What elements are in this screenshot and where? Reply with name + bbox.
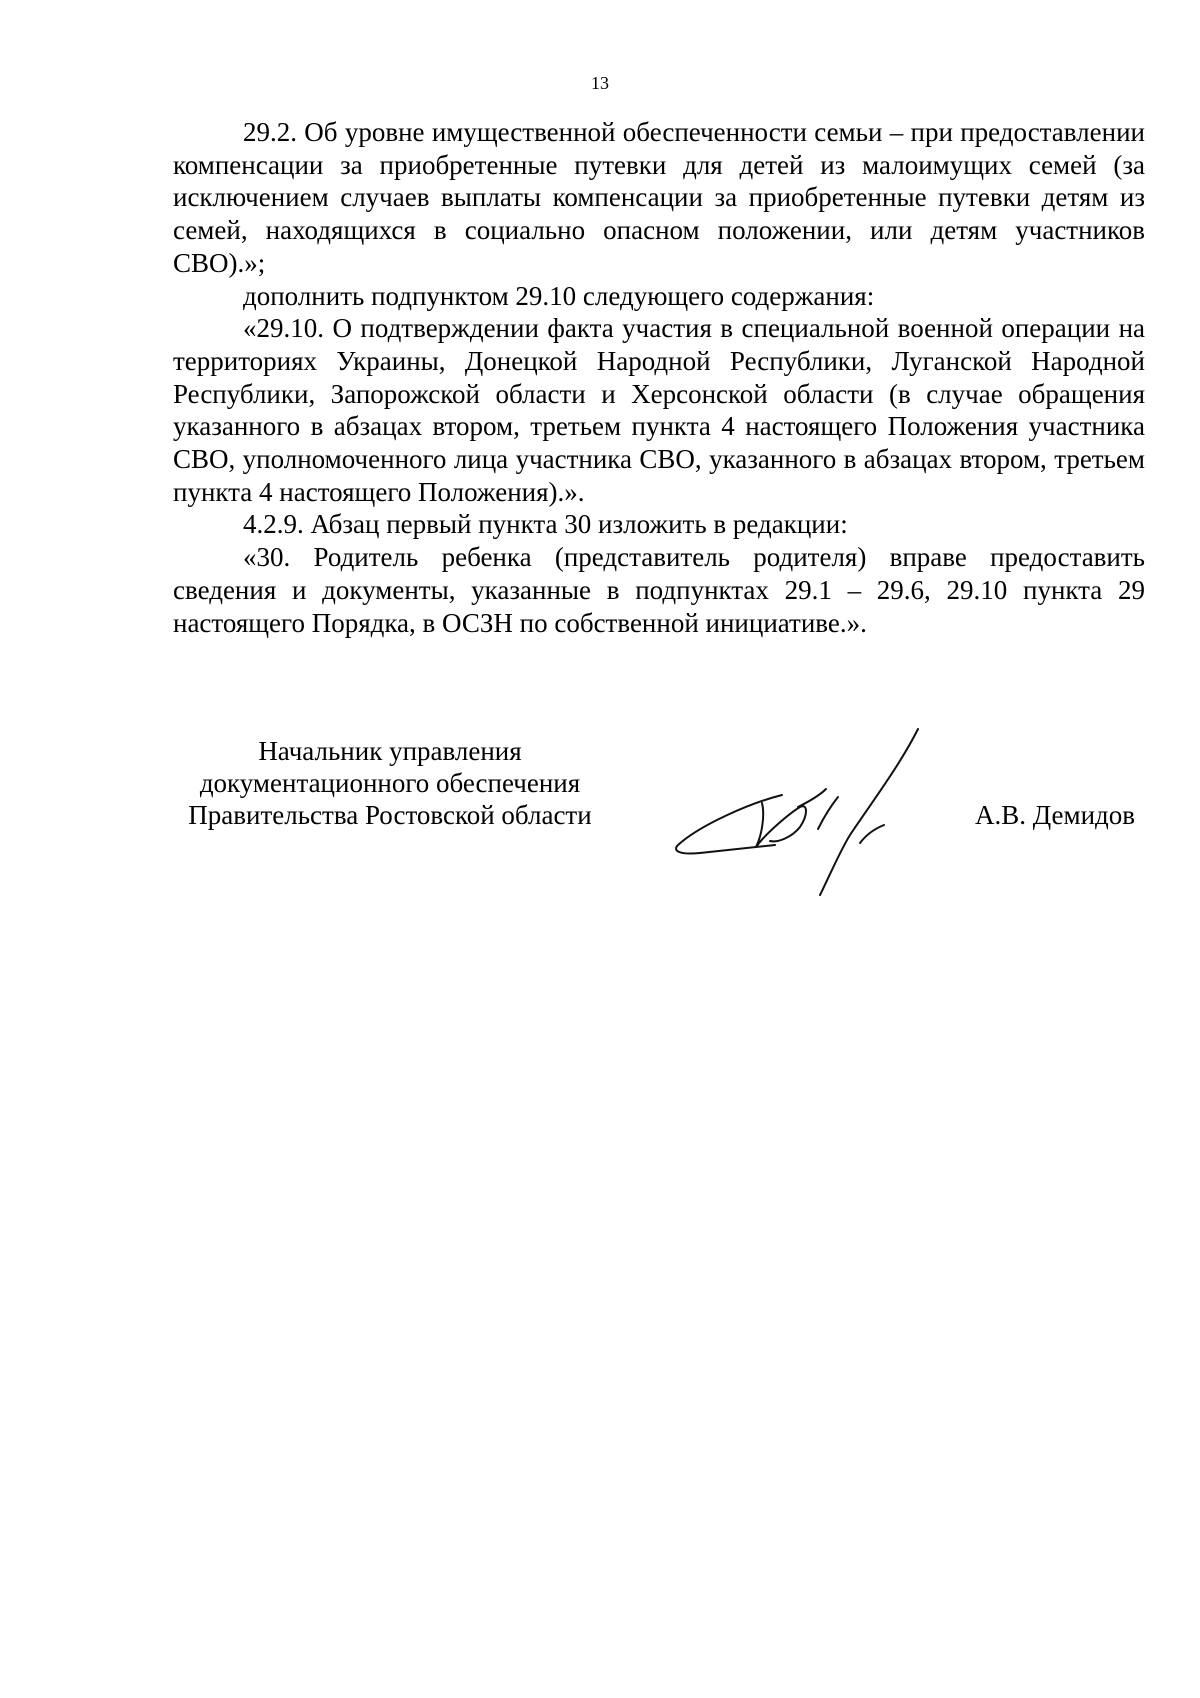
signer-position-line: Начальник управления (258, 736, 522, 766)
signer-name: А.В. Демидов (975, 800, 1136, 830)
signer-position (170, 735, 610, 831)
handwritten-signature (670, 725, 950, 900)
paragraph-4-2-9: 4.2.9. Абзац первый пункта 30 изложить в редакции: (243, 509, 848, 540)
page-number: 13 (591, 73, 609, 93)
signer-position-line: документационного обеспечения (199, 768, 581, 798)
signer-position-line: Правительства Ростовской области (188, 800, 592, 830)
paragraph-29-10: «29.10. О подтверждении факта участия в специальной военной операции на территориях Украины, Донецкой Народной Республики, Луганской Народной Республики, Запорожской области и Херсонской области (в случае обращения указанного в абзацах втором, третьем пункта 4 настоящего Положения участника СВО, уполномоченного лица участника СВО, указанного в абзацах втором, третьем пункта 4 настоящего Положения).». (173, 313, 1145, 507)
paragraph-29-2: 29.2. Об уровне имущественной обеспеченности семьи – при предоставлении компенсации за приобретенные путевки для детей из малоимущих семей (за исключением случаев выплаты компенсации за приобретенные путевки детям из семей, находящихся в социально опасном положении, или детям участников СВО).»; (173, 117, 1145, 278)
paragraph-add-subpoint: дополнить подпунктом 29.10 следующего содержания: (243, 280, 875, 311)
document-body (173, 116, 1145, 639)
paragraph-30: «30. Родитель ребенка (представитель родителя) вправе предоставить сведения и документы, указанные в подпунктах 29.1 – 29.6, 29.10 пункта 29 настоящего Порядка, в ОСЗН по собственной инициативе.». (173, 542, 1145, 638)
